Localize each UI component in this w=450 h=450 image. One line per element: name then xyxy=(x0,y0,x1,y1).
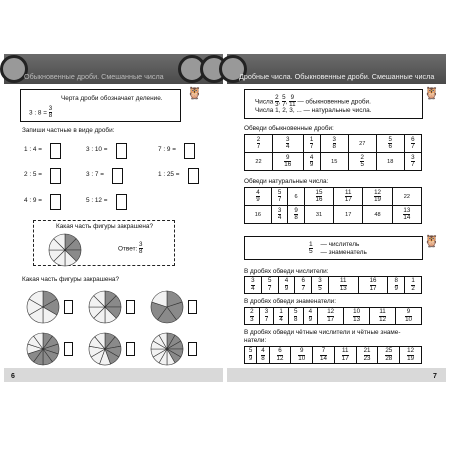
pie-figure xyxy=(88,332,122,366)
table-cell[interactable]: 31 xyxy=(304,206,333,224)
table-cell[interactable]: 27 xyxy=(348,135,376,153)
answer-box[interactable] xyxy=(116,143,127,159)
table-cell[interactable]: $\frac{3}{4}$ xyxy=(271,206,288,224)
table-cell[interactable]: $\frac{6}{7}$ xyxy=(295,277,312,294)
table-cell[interactable]: $\frac{3}{7}$ xyxy=(259,308,274,325)
table-cell[interactable]: $\frac{12}{19}$ xyxy=(363,188,392,206)
table-cell[interactable]: $\frac{3}{7}$ xyxy=(404,153,421,171)
answer-box[interactable] xyxy=(184,143,195,159)
table-cell[interactable]: $\frac{2}{5}$ xyxy=(348,153,376,171)
table-cell[interactable]: $\frac{21}{23}$ xyxy=(356,347,378,364)
intro-line2: Числа 1, 2, 3, ... — натуральные числа. xyxy=(255,107,372,114)
task-numerators: В дробях обведи числители: xyxy=(244,268,329,275)
pie-figure xyxy=(88,290,122,324)
table-cell[interactable]: 18 xyxy=(376,153,404,171)
division-label: 7 : 9 = xyxy=(158,146,176,153)
task-even-line1: В дробях обведи чётные числители и чётные знаме- xyxy=(244,329,401,336)
table-cell[interactable]: $\frac{11}{12}$ xyxy=(370,308,396,325)
division-label: 1 : 4 = xyxy=(24,146,42,153)
pie-figure xyxy=(26,290,60,324)
table-cell[interactable]: $\frac{11}{17}$ xyxy=(334,188,363,206)
table-cell[interactable]: $\frac{9}{16}$ xyxy=(272,153,303,171)
definition-content: $\frac{1}{5}$ — числитель — знаменатель xyxy=(309,240,367,256)
table-cell[interactable]: $\frac{3}{5}$ xyxy=(312,277,329,294)
answer-box[interactable] xyxy=(64,342,73,356)
table-cell[interactable]: $\frac{4}{9}$ xyxy=(278,277,295,294)
example-fraction: $\frac{3}{8}$ xyxy=(139,241,143,256)
right-header-title: Дробные числа. Обыкновенные дроби. Смешанные числа xyxy=(239,72,435,81)
table-cell[interactable]: $\frac{4}{9}$ xyxy=(303,308,318,325)
rule-fraction: $\frac{3}{8}$ xyxy=(48,105,53,120)
answer-box[interactable] xyxy=(50,194,61,210)
answer-box[interactable] xyxy=(112,168,123,184)
right-header-band xyxy=(227,54,446,84)
rule-box xyxy=(20,89,181,122)
table-cell[interactable]: $\frac{3}{8}$ xyxy=(320,135,348,153)
intro-box xyxy=(244,89,423,119)
answer-box[interactable] xyxy=(126,342,135,356)
table-cell[interactable]: 22 xyxy=(245,153,273,171)
table-row xyxy=(245,206,422,224)
pie-figure xyxy=(150,332,184,366)
table-cell[interactable]: $\frac{25}{28}$ xyxy=(378,347,400,364)
denominators-table xyxy=(244,307,422,325)
answer-box[interactable] xyxy=(188,342,197,356)
answer-box[interactable] xyxy=(50,168,61,184)
division-label: 4 : 9 = xyxy=(24,197,42,204)
table-cell[interactable]: $\frac{9}{8}$ xyxy=(288,206,305,224)
table-row xyxy=(245,135,422,153)
left-footer xyxy=(4,368,223,382)
table-cell[interactable]: $\frac{1}{2}$ xyxy=(405,277,422,294)
answer-box[interactable] xyxy=(116,194,127,210)
table-row xyxy=(245,347,422,364)
even-table xyxy=(244,346,422,364)
table-cell[interactable]: $\frac{2}{3}$ xyxy=(245,308,260,325)
task-shaded-part: Какая часть фигуры закрашена? xyxy=(22,276,120,283)
table-cell[interactable]: 17 xyxy=(334,206,363,224)
table-cell[interactable]: $\frac{5}{7}$ xyxy=(261,277,278,294)
table-cell[interactable]: 22 xyxy=(392,188,421,206)
task-write-fractions: Запиши частные в виде дроби: xyxy=(22,127,115,134)
table-cell[interactable]: $\frac{13}{14}$ xyxy=(392,206,421,224)
table-cell[interactable]: $\frac{7}{14}$ xyxy=(313,347,335,364)
table-row xyxy=(245,277,422,294)
table-cell[interactable]: $\frac{6}{12}$ xyxy=(269,347,291,364)
answer-box[interactable] xyxy=(126,300,135,314)
naturals-table xyxy=(244,187,422,224)
numerators-table xyxy=(244,276,422,294)
table-cell[interactable]: $\frac{15}{16}$ xyxy=(304,188,333,206)
left-page-number: 6 xyxy=(11,373,15,380)
pie-figure xyxy=(26,332,60,366)
table-cell[interactable]: $\frac{5}{7}$ xyxy=(271,188,288,206)
task-circle-naturals: Обведи натуральные числа: xyxy=(244,178,329,185)
table-cell[interactable]: $\frac{10}{13}$ xyxy=(344,308,370,325)
task-circle-fractions: Обведи обыкновенные дроби: xyxy=(244,125,334,132)
answer-box[interactable] xyxy=(50,143,61,159)
table-row xyxy=(245,308,422,325)
left-header-title: Обыкновенные дроби. Смешанные числа xyxy=(24,72,164,81)
division-label: 2 : 5 = xyxy=(24,171,42,178)
division-label: 5 : 12 = xyxy=(86,197,108,204)
table-cell[interactable]: 48 xyxy=(363,206,392,224)
task-even-line2: натели: xyxy=(244,337,267,344)
table-cell[interactable]: $\frac{11}{17}$ xyxy=(334,347,356,364)
table-cell[interactable]: $\frac{9}{10}$ xyxy=(291,347,313,364)
table-cell[interactable]: $\frac{2}{7}$ xyxy=(245,135,273,153)
table-cell[interactable]: $\frac{3}{4}$ xyxy=(245,277,262,294)
table-cell[interactable]: $\frac{5}{8}$ xyxy=(288,308,303,325)
intro-line1: Числа $\frac{2}{3}$ , $\frac{5}{7}$ , $\frac{9}{11}$ — обыкновенные дроби. xyxy=(255,94,371,109)
table-cell[interactable]: $\frac{6}{7}$ xyxy=(404,135,421,153)
definition-box xyxy=(244,236,423,260)
division-label: 1 : 25 = xyxy=(158,171,180,178)
answer-box[interactable] xyxy=(188,168,199,184)
example-answer: Ответ: $\frac{3}{8}$ xyxy=(118,241,143,256)
table-row xyxy=(245,188,422,206)
table-cell[interactable]: 15 xyxy=(320,153,348,171)
rule-example: 3 : 8 = $\frac{3}{8}$ xyxy=(29,105,53,120)
example-pie xyxy=(48,233,82,267)
owl-icon: 🦉 xyxy=(424,234,439,248)
table-cell[interactable]: $\frac{4}{9}$ xyxy=(245,188,272,206)
table-cell[interactable]: $\frac{1}{4}$ xyxy=(274,308,289,325)
table-cell[interactable]: 6 xyxy=(288,188,305,206)
table-cell[interactable]: $\frac{3}{4}$ xyxy=(272,135,303,153)
answer-box[interactable] xyxy=(64,300,73,314)
example-question: Какая часть фигуры закрашена? xyxy=(56,223,154,230)
table-row xyxy=(245,153,422,171)
table-cell[interactable]: $\frac{5}{6}$ xyxy=(376,135,404,153)
owl-icon: 🦉 xyxy=(187,86,202,100)
table-cell[interactable]: $\frac{12}{19}$ xyxy=(400,347,422,364)
table-cell[interactable]: $\frac{4}{8}$ xyxy=(257,347,269,364)
table-cell[interactable]: $\frac{4}{9}$ xyxy=(303,153,320,171)
table-cell[interactable]: 16 xyxy=(245,206,272,224)
task-denominators: В дробях обведи знаменатели: xyxy=(244,298,337,305)
answer-box[interactable] xyxy=(188,300,197,314)
division-label: 3 : 10 = xyxy=(86,146,108,153)
right-footer xyxy=(227,368,446,382)
right-page-number: 7 xyxy=(433,373,437,380)
table-cell[interactable]: $\frac{8}{9}$ xyxy=(388,277,405,294)
rule-text: Черта дроби обозначает деление. xyxy=(61,95,163,102)
left-header-band xyxy=(4,54,223,84)
table-cell[interactable]: $\frac{12}{17}$ xyxy=(318,308,344,325)
owl-icon: 🦉 xyxy=(424,86,439,100)
division-label: 3 : 7 = xyxy=(86,171,104,178)
table-cell[interactable]: $\frac{16}{17}$ xyxy=(358,277,388,294)
pie-figure xyxy=(150,290,184,324)
table-cell[interactable]: $\frac{1}{7}$ xyxy=(303,135,320,153)
table-cell[interactable]: $\frac{11}{13}$ xyxy=(328,277,358,294)
fractions-table xyxy=(244,134,422,171)
table-cell[interactable]: $\frac{5}{9}$ xyxy=(245,347,257,364)
table-cell[interactable]: $\frac{9}{10}$ xyxy=(396,308,422,325)
